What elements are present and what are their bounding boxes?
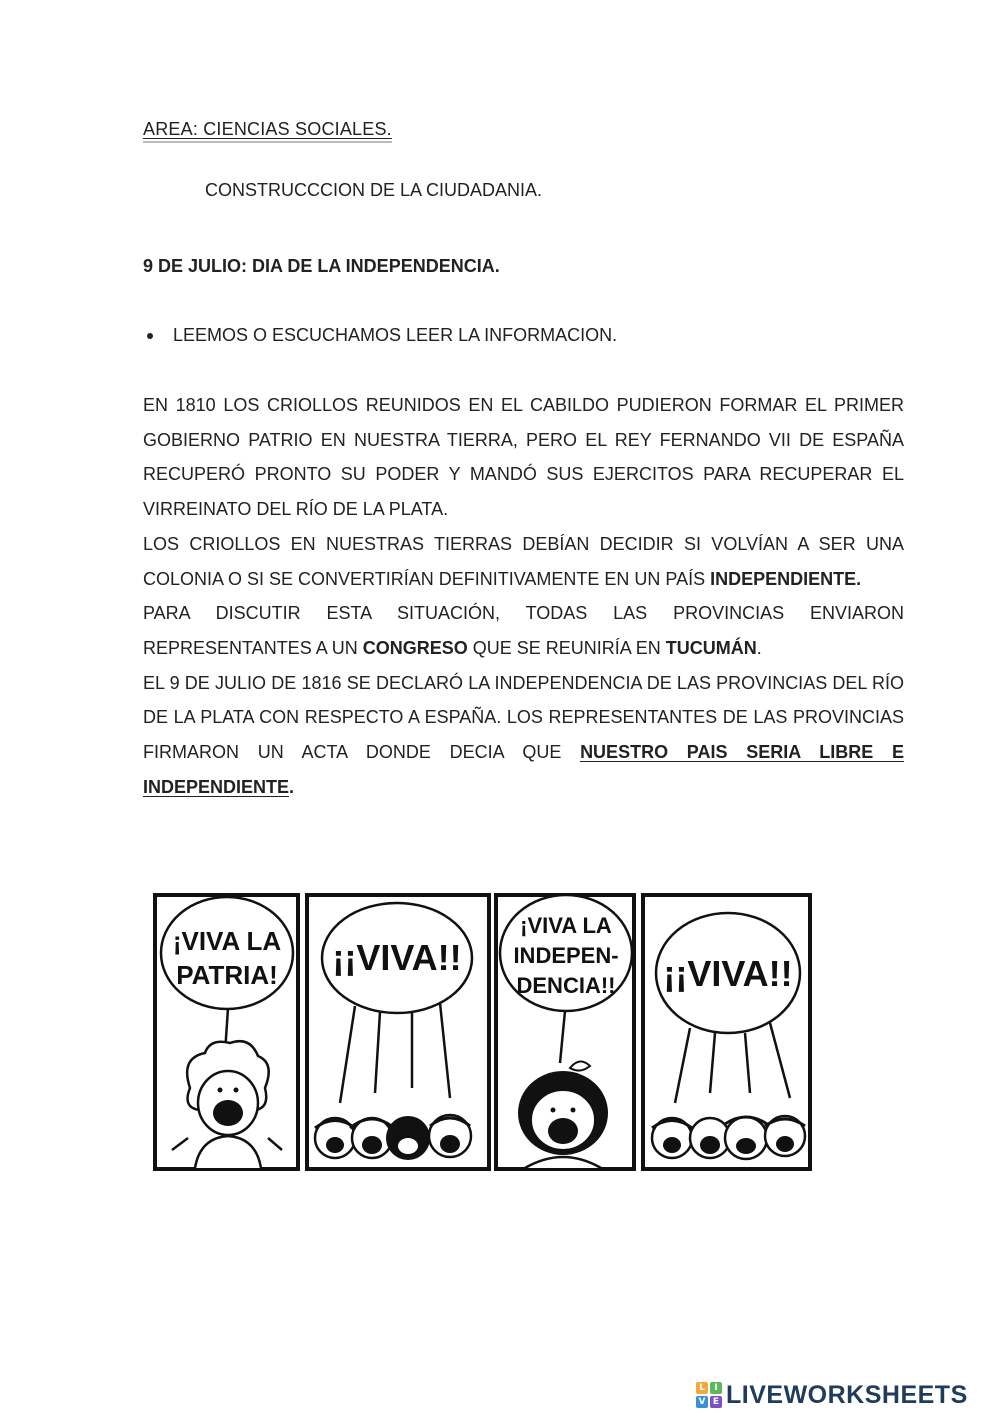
paragraph-4: EL 9 DE JULIO DE 1816 SE DECLARÓ LA INDEPENDENCIA DE LAS PROVINCIAS DEL RÍO DE LA PLATA CON RESPECTO A ESPAÑA. LOS REPRESENTANTES DE LAS PROVINCIAS FIRMARON UN ACTA DONDE DECIA QUE NUESTRO PAIS SERIA LIBRE E INDEPENDIENTE. xyxy=(143,672,904,797)
bullet-icon xyxy=(147,333,153,339)
paragraph-2: LOS CRIOLLOS EN NUESTRAS TIERRAS DEBÍAN DECIDIR SI VOLVÍAN A SER UNA COLONIA O SI SE CONVERTIRÍAN DEFINITIVAMENTE EN UN PAÍS INDEPENDIENTE. xyxy=(143,533,904,589)
bullet-instruction xyxy=(143,325,617,346)
keyword-libre-independiente: NUESTRO PAIS SERIA LIBRE E INDEPENDIENTE xyxy=(143,742,904,797)
bubble-2-text: ¡¡VIVA!! xyxy=(332,937,462,978)
comic-strip-drawing xyxy=(150,888,815,1178)
keyword-independiente: INDEPENDIENTE. xyxy=(710,568,862,589)
bubble-3-line-3: DENCIA!! xyxy=(516,973,616,998)
liveworksheets-logo xyxy=(696,1378,968,1412)
logo-text: LIVEWORKSHEETS xyxy=(726,1380,968,1409)
reading-text xyxy=(143,388,904,804)
bubble-1-line-2: PATRIA! xyxy=(176,960,278,990)
paragraph-3: PARA DISCUTIR ESTA SITUACIÓN, TODAS LAS PROVINCIAS ENVIARON REPRESENTANTES A UN CONGRESO QUE SE REUNIRÍA EN TUCUMÁN. xyxy=(143,603,904,658)
paragraph-1: EN 1810 LOS CRIOLLOS REUNIDOS EN EL CABILDO PUDIERON FORMAR EL PRIMER GOBIERNO PATRIO EN NUESTRA TIERRA, PERO EL REY FERNANDO VII DE ESPAÑA RECUPERÓ PRONTO SU PODER Y MANDÓ SUS EJERCITOS PARA RECUPERAR EL VIRREINATO DEL RÍO DE LA PLATA. xyxy=(143,395,904,520)
page-heading: 9 DE JULIO: DIA DE LA INDEPENDENCIA. xyxy=(143,256,500,276)
bubble-3-line-1: ¡VIVA LA xyxy=(520,913,612,938)
keyword-tucuman: TUCUMÁN xyxy=(665,637,757,658)
subtitle: CONSTRUCCCION DE LA CIUDADANIA. xyxy=(205,180,543,200)
comic-strip xyxy=(150,888,815,1178)
area-title: AREA: CIENCIAS SOCIALES. xyxy=(143,119,392,143)
bullet-text: LEEMOS O ESCUCHAMOS LEER LA INFORMACION. xyxy=(173,325,618,345)
bubble-1-line-1: ¡VIVA LA xyxy=(172,926,282,956)
bubble-4-text: ¡¡VIVA!! xyxy=(663,953,793,994)
keyword-congreso: CONGRESO xyxy=(362,637,468,658)
bubble-3-line-2: INDEPEN- xyxy=(513,943,619,968)
logo-mark-icon: L I V E xyxy=(696,1382,722,1408)
